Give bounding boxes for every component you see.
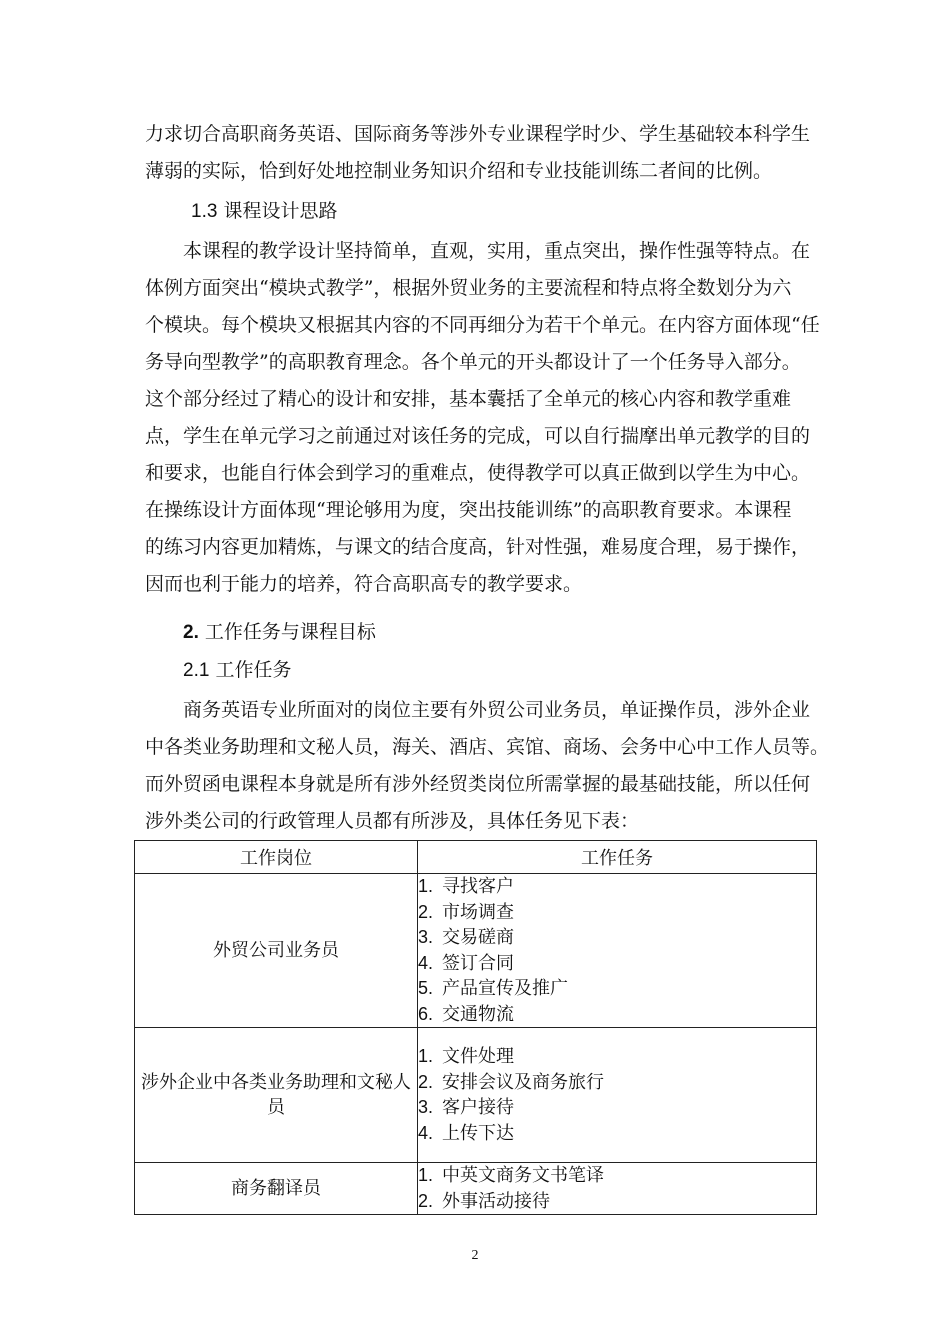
role-cell: 商务翻译员 xyxy=(135,1163,418,1215)
text-line: 力求切合高职商务英语、国际商务等涉外专业课程学时少、学生基础较本科学生 xyxy=(145,123,811,145)
design-paragraph xyxy=(145,233,820,603)
section-heading-1-3 xyxy=(191,196,337,227)
tasks-paragraph xyxy=(145,692,830,840)
list-item: 1. 寻找客户 xyxy=(418,876,514,897)
table-row xyxy=(135,1163,817,1215)
role-cell: 外贸公司业务员 xyxy=(135,874,418,1028)
list-item: 3. 客户接待 xyxy=(418,1097,514,1118)
text-line: 中各类业务助理和文秘人员，海关、酒店、宾馆、商场、会务中心中工作人员等。 xyxy=(145,736,830,758)
list-item: 4. 签订合同 xyxy=(418,952,514,974)
intro-paragraph xyxy=(145,116,817,190)
text-line: 务导向型教学”的高职教育理念。各个单元的开头都设计了一个任务导入部分。 xyxy=(145,351,801,373)
task-table xyxy=(134,840,817,1215)
list-item: 3. 交易磋商 xyxy=(418,927,514,948)
text-line: 体例方面突出“模块式教学”，根据外贸业务的主要流程和特点将全数划分为六 xyxy=(145,277,792,299)
list-item: 2. 安排会议及商务旅行 xyxy=(418,1071,604,1093)
text-line: 个模块。每个模块又根据其内容的不同再细分为若干个单元。在内容方面体现“任 xyxy=(145,314,820,336)
table-row xyxy=(135,1028,817,1163)
tasks-cell xyxy=(418,1028,817,1163)
text-line: 和要求，也能自行体会到学习的重难点，使得教学可以真正做到以学生为中心。 xyxy=(145,462,811,484)
text-line: 而外贸函电课程本身就是所有涉外经贸类岗位所需掌握的最基础技能，所以任何 xyxy=(145,773,811,795)
role-cell: 涉外企业中各类业务助理和文秘人员 xyxy=(135,1028,418,1163)
text-line: 涉外类公司的行政管理人员都有所涉及，具体任务见下表： xyxy=(145,810,640,832)
section-title: 工作任务与课程目标 xyxy=(204,621,376,643)
table-header-row xyxy=(135,841,817,874)
text-line: 点，学生在单元学习之前通过对该任务的完成，可以自行揣摩出单元教学的目的 xyxy=(145,425,811,447)
list-item: 5. 产品宣传及推广 xyxy=(418,978,568,999)
text-line: 这个部分经过了精心的设计和安排，基本囊括了全单元的核心内容和教学重难 xyxy=(145,388,792,410)
list-item: 6. 交通物流 xyxy=(418,1003,514,1025)
text-line: 商务英语专业所面对的岗位主要有外贸公司业务员，单证操作员，涉外企业 xyxy=(145,699,811,721)
section-title: 工作任务 xyxy=(215,659,292,681)
column-header: 工作岗位 xyxy=(135,841,418,874)
text-line: 本课程的教学设计坚持简单，直观，实用，重点突出，操作性强等特点。在 xyxy=(145,240,811,262)
text-line: 薄弱的实际，恰到好处地控制业务知识介绍和专业技能训练二者间的比例。 xyxy=(145,160,773,182)
list-item: 2. 市场调查 xyxy=(418,901,514,923)
section-heading-2 xyxy=(183,617,376,648)
column-header: 工作任务 xyxy=(418,841,817,874)
text-line: 因而也利于能力的培养，符合高职高专的教学要求。 xyxy=(145,573,583,595)
section-number: 1.3 xyxy=(191,201,218,222)
section-number: 2.1 xyxy=(183,660,210,681)
list-item: 4. 上传下达 xyxy=(418,1122,514,1144)
text-line: 的练习内容更加精炼，与课文的结合度高，针对性强，难易度合理，易于操作， xyxy=(145,536,811,558)
section-number: 2. xyxy=(183,622,199,643)
section-heading-2-1 xyxy=(183,655,291,686)
text-line: 在操练设计方面体现“理论够用为度，突出技能训练”的高职教育要求。本课程 xyxy=(145,499,792,521)
tasks-cell xyxy=(418,1163,817,1215)
list-item: 1. 中英文商务文书笔译 xyxy=(418,1165,604,1186)
section-title: 课程设计思路 xyxy=(223,200,338,222)
table-row xyxy=(135,874,817,1028)
list-item: 2. 外事活动接待 xyxy=(418,1190,550,1212)
list-item: 1. 文件处理 xyxy=(418,1046,514,1067)
page-number: 2 xyxy=(471,1248,479,1263)
tasks-cell xyxy=(418,874,817,1028)
